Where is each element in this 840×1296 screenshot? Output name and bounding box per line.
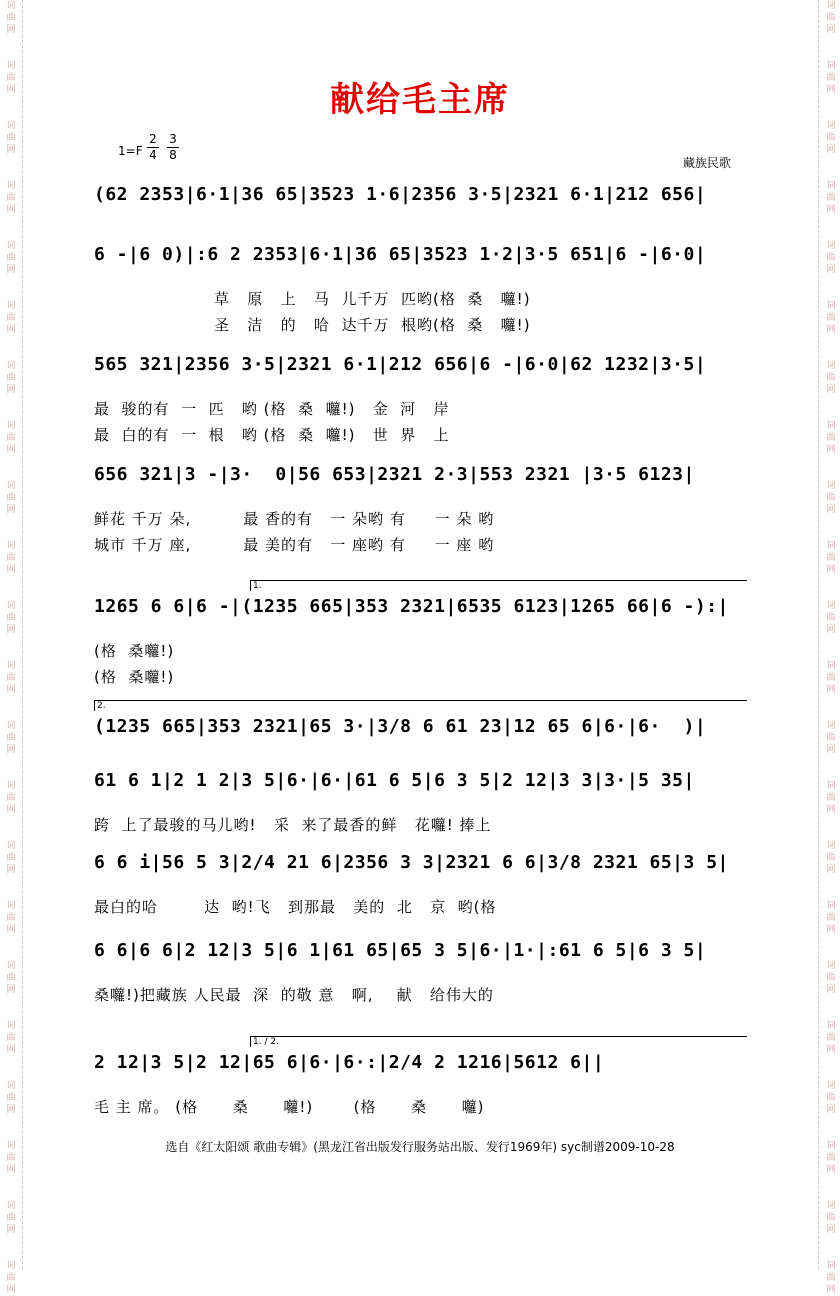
notation-line: 61 6 1|2 1 2|3 5|6·|6·|61 6 5|6 3 5|2 12|3 3|3·|5 35| <box>94 770 695 791</box>
song-origin: 藏族民歌 <box>683 156 732 170</box>
watermark-text: 词 曲 网 <box>826 421 836 455</box>
watermark-text: 词 曲 网 <box>6 301 16 335</box>
watermark-text: 词 曲 网 <box>826 1081 836 1115</box>
watermark-text: 词 曲 网 <box>6 1 16 35</box>
watermark-text: 词 曲 网 <box>826 241 836 275</box>
watermark-text: 词 曲 网 <box>826 1201 836 1235</box>
watermark-text: 词 曲 网 <box>826 121 836 155</box>
lyric-line: (格 桑囖!) <box>94 642 175 660</box>
watermark-text: 词 曲 网 <box>826 1141 836 1175</box>
watermark-text: 词 曲 网 <box>6 721 16 755</box>
lyric-line: 最 白的有 一 根 哟 (格 桑 囖!) 世 界 上 <box>94 426 450 444</box>
volta-bracket: 1. / 2. <box>250 1036 747 1047</box>
notation-line: 6 -|6 0)|:6 2 2353|6·1|36 65|3523 1·2|3·5 651|6 -|6·0| <box>94 244 707 265</box>
volta-bracket: 1. <box>250 580 747 591</box>
lyric-line: 圣 洁 的 哈 达千万 根哟(格 桑 囖!) <box>214 316 531 334</box>
lyric-line: 最 骏的有 一 匹 哟 (格 桑 囖!) 金 河 岸 <box>94 400 450 418</box>
watermark-text: 词 曲 网 <box>6 121 16 155</box>
watermark-text: 词 曲 网 <box>6 781 16 815</box>
lyric-line: 草 原 上 马 儿千万 匹哟(格 桑 囖!) <box>214 290 531 308</box>
watermark-text: 词 曲 网 <box>6 1141 16 1175</box>
lyric-line: 最白的哈 达 哟!飞 到那最 美的 北 京 哟(格 <box>94 898 497 916</box>
watermark-text: 词 曲 网 <box>826 781 836 815</box>
lyric-line: 城市 千万 座, 最 美的有 一 座哟 有 一 座 哟 <box>94 536 495 554</box>
watermark-text: 词 曲 网 <box>6 241 16 275</box>
watermark-text: 词 曲 网 <box>6 61 16 95</box>
right-watermark-column <box>818 0 840 1295</box>
watermark-text: 词 曲 网 <box>826 361 836 395</box>
watermark-text: 词 曲 网 <box>6 1081 16 1115</box>
notation-line: 6 6|6 6|2 12|3 5|6 1|61 65|65 3 5|6·|1·|:61 6 5|6 3 5| <box>94 940 707 961</box>
time-signature-first: 2 4 <box>147 132 159 163</box>
watermark-text: 词 曲 网 <box>826 1261 836 1295</box>
lyric-line: 毛 主 席。 (格 桑 囖!) (格 桑 囖) <box>94 1098 485 1116</box>
watermark-text: 词 曲 网 <box>826 901 836 935</box>
left-watermark-column <box>0 0 23 1295</box>
watermark-text: 词 曲 网 <box>826 961 836 995</box>
lyric-line: 桑囖!)把藏族 人民最 深 的敬 意 啊, 献 给伟大的 <box>94 986 494 1004</box>
notation-line: (1235 665|353 2321|65 3·|3/8 6 61 23|12 65 6|6·|6· )| <box>94 716 707 737</box>
watermark-text: 词 曲 网 <box>6 481 16 515</box>
watermark-text: 词 曲 网 <box>826 61 836 95</box>
watermark-text: 词 曲 网 <box>6 1261 16 1295</box>
watermark-text: 词 曲 网 <box>6 961 16 995</box>
watermark-text: 词 曲 网 <box>6 541 16 575</box>
notation-line: 656 321|3 -|3· 0|56 653|2321 2·3|553 2321 |3·5 6123| <box>94 464 695 485</box>
watermark-text: 词 曲 网 <box>6 1021 16 1055</box>
watermark-text: 词 曲 网 <box>6 1201 16 1235</box>
watermark-text: 词 曲 网 <box>826 541 836 575</box>
watermark-text: 词 曲 网 <box>826 181 836 215</box>
watermark-text: 词 曲 网 <box>826 601 836 635</box>
notation-line: 6 6 i|56 5 3|2/4 21 6|2356 3 3|2321 6 6|3/8 2321 65|3 5| <box>94 852 729 873</box>
source-note: 选自《红太阳颂 歌曲专辑》(黑龙江省出版发行服务站出版、发行1969年) syc制谱2009-10-28 <box>165 1140 675 1154</box>
watermark-text: 词 曲 网 <box>826 661 836 695</box>
watermark-text: 词 曲 网 <box>6 841 16 875</box>
watermark-text: 词 曲 网 <box>6 181 16 215</box>
lyric-line: 鲜花 千万 朵, 最 香的有 一 朵哟 有 一 朵 哟 <box>94 510 495 528</box>
notation-line: 2 12|3 5|2 12|65 6|6·|6·:|2/4 2 1216|5612 6|| <box>94 1052 605 1073</box>
notation-line: 1265 6 6|6 -|(1235 665|353 2321|6535 6123|1265 66|6 -):| <box>94 596 729 617</box>
notation-line: 565 321|2356 3·5|2321 6·1|212 656|6 -|6·0|62 1232|3·5| <box>94 354 707 375</box>
watermark-text: 词 曲 网 <box>6 361 16 395</box>
lyric-line: (格 桑囖!) <box>94 668 175 686</box>
watermark-text: 词 曲 网 <box>6 421 16 455</box>
watermark-text: 词 曲 网 <box>6 601 16 635</box>
time-signature-second: 3 8 <box>167 132 179 163</box>
song-title: 献给毛主席 <box>330 80 510 120</box>
watermark-text: 词 曲 网 <box>826 1021 836 1055</box>
watermark-text: 词 曲 网 <box>826 721 836 755</box>
lyric-line: 跨 上了最骏的马儿哟! 采 来了最香的鲜 花囖! 捧上 <box>94 816 492 834</box>
watermark-text: 词 曲 网 <box>6 901 16 935</box>
notation-line: (62 2353|6·1|36 65|3523 1·6|2356 3·5|2321 6·1|212 656| <box>94 184 707 205</box>
volta-bracket: 2. <box>94 700 747 711</box>
watermark-text: 词 曲 网 <box>6 661 16 695</box>
key-signature: 1=F <box>118 144 143 158</box>
watermark-text: 词 曲 网 <box>826 1 836 35</box>
watermark-text: 词 曲 网 <box>826 301 836 335</box>
watermark-text: 词 曲 网 <box>826 841 836 875</box>
watermark-text: 词 曲 网 <box>826 481 836 515</box>
